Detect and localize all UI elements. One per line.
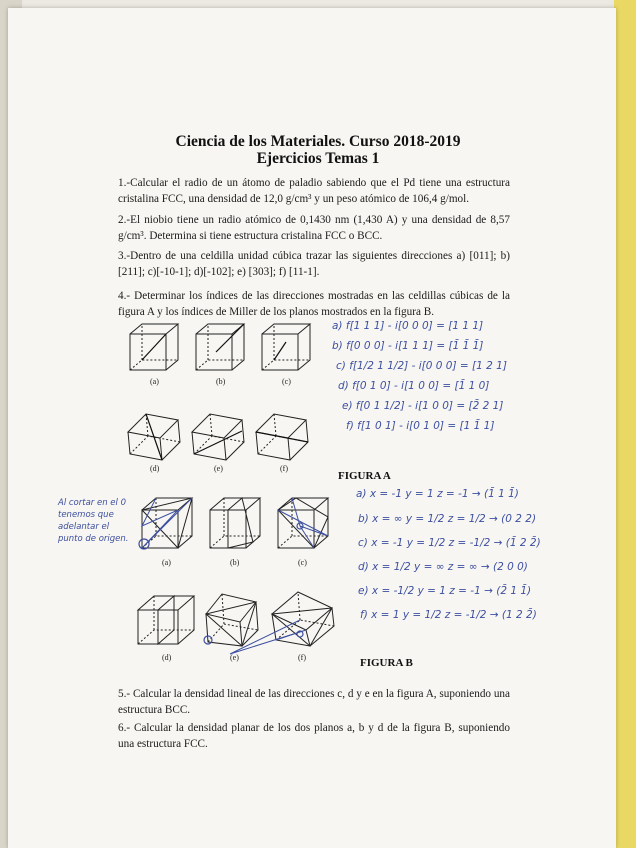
figure-b-cube-e [204, 590, 266, 648]
exercise-6: 6.- Calcular la densidad planar de los dos planos a, b y d de la figura B, suponiendo una estructura FCC. [118, 722, 510, 750]
exercise-1: 1.-Calcular el radio de un átomo de paladio sabiendo que el Pd tiene una estructura cristalina FCC, una densidad de 12,0 g/cm³ y un peso atómico de 106,4 g/mol. [118, 177, 510, 205]
figure-a-caption: FIGURA A [338, 470, 391, 482]
exercise-3: 3.-Dentro de una celdilla unidad cúbica trazar las siguientes direcciones a) [011]; b)[211]; c)[-10-1]; d)[-102]; e) [303]; f) [11-1]. [118, 250, 510, 278]
figure-a-cube-a [128, 322, 182, 376]
figure-a-cube-d [126, 410, 186, 462]
document-subtitle: Ejercicios Temas 1 [256, 150, 380, 167]
figure-b-cube-d [136, 594, 198, 646]
figure-b-cube-b [208, 496, 264, 554]
figure-a-label-e: (e) [214, 464, 223, 473]
figure-b-answer-a: a) x = -1 y = 1 z = -1 → (1̄ 1 1̄) [356, 488, 519, 500]
figure-b-answer-d: d) x = 1/2 y = ∞ z = ∞ → (2 0 0) [358, 561, 528, 573]
figure-b-label-c: (c) [298, 558, 307, 567]
figure-a-label-d: (d) [150, 464, 160, 473]
figure-a-label-a: (a) [150, 377, 159, 386]
figure-b-caption: FIGURA B [360, 657, 413, 669]
figure-a-cube-b [194, 322, 248, 376]
figure-b-label-a: (a) [162, 558, 171, 567]
figure-a-answer-f: f) f[1 0 1] - i[0 1 0] = [1 1̄ 1] [346, 420, 495, 432]
figure-a-answer-e: e) f[0 1 1/2] - i[1 0 0] = [2̄ 2 1] [342, 400, 504, 412]
page-edge-strip [614, 0, 636, 848]
figure-a-answer-a: a) f[1 1 1] - i[0 0 0] = [1 1 1] [332, 320, 484, 332]
figure-b-answer-b: b) x = ∞ y = 1/2 z = 1/2 → (0 2 2) [358, 513, 537, 525]
figure-a-label-b: (b) [216, 377, 226, 386]
figure-a-answer-d: d) f[0 1 0] - i[1 0 0] = [1̄ 1 0] [338, 380, 490, 392]
figure-a-cube-c [260, 322, 314, 376]
figure-b-label-d: (d) [162, 653, 172, 662]
figure-b-label-b: (b) [230, 558, 240, 567]
figure-a-answer-c: c) f[1/2 1 1/2] - i[0 0 0] = [1 2 1] [336, 360, 507, 372]
figure-b-answer-f: f) x = 1 y = 1/2 z = -1/2 → (1 2 2̄) [360, 609, 537, 621]
exercise-4: 4.- Determinar los índices de las direcciones mostradas en las celdillas cúbicas de la figura A y los índices de Miller de los planos mostrados en la figura B. [118, 290, 510, 318]
figure-b-label-e: (e) [230, 653, 239, 662]
figure-b-label-f: (f) [298, 653, 306, 662]
figure-a-label-f: (f) [280, 464, 288, 473]
figure-b-answer-c: c) x = -1 y = 1/2 z = -1/2 → (1̄ 2 2̄) [358, 537, 541, 549]
figure-b-cube-f [270, 590, 336, 648]
exercise-5: 5.- Calcular la densidad lineal de las direcciones c, d y e en la figura A, suponiendo una estructura BCC. [118, 688, 510, 716]
handwritten-note: Al cortar en el 0 tenemos que adelantar el punto de origen. [58, 498, 129, 544]
figure-a-answer-b: b) f[0 0 0] - i[1 1 1] = [1̄ 1̄ 1̄] [332, 340, 484, 352]
document-title: Ciencia de los Materiales. Curso 2018-2019 [175, 133, 461, 150]
figure-a-cube-e [190, 410, 250, 462]
figure-b-cube-c [276, 496, 332, 554]
figure-b-cube-a [140, 496, 196, 554]
figure-a-cube-f [254, 410, 314, 462]
figure-b-answer-e: e) x = -1/2 y = 1 z = -1 → (2̄ 1 1̄) [358, 585, 532, 597]
figure-a-label-c: (c) [282, 377, 291, 386]
exercise-2: 2.-El niobio tiene un radio atómico de 0,1430 nm (1,430 A) y una densidad de 8,57 g/cm³. Determina si tiene estructura cristalina FCC o BCC. [118, 214, 510, 242]
